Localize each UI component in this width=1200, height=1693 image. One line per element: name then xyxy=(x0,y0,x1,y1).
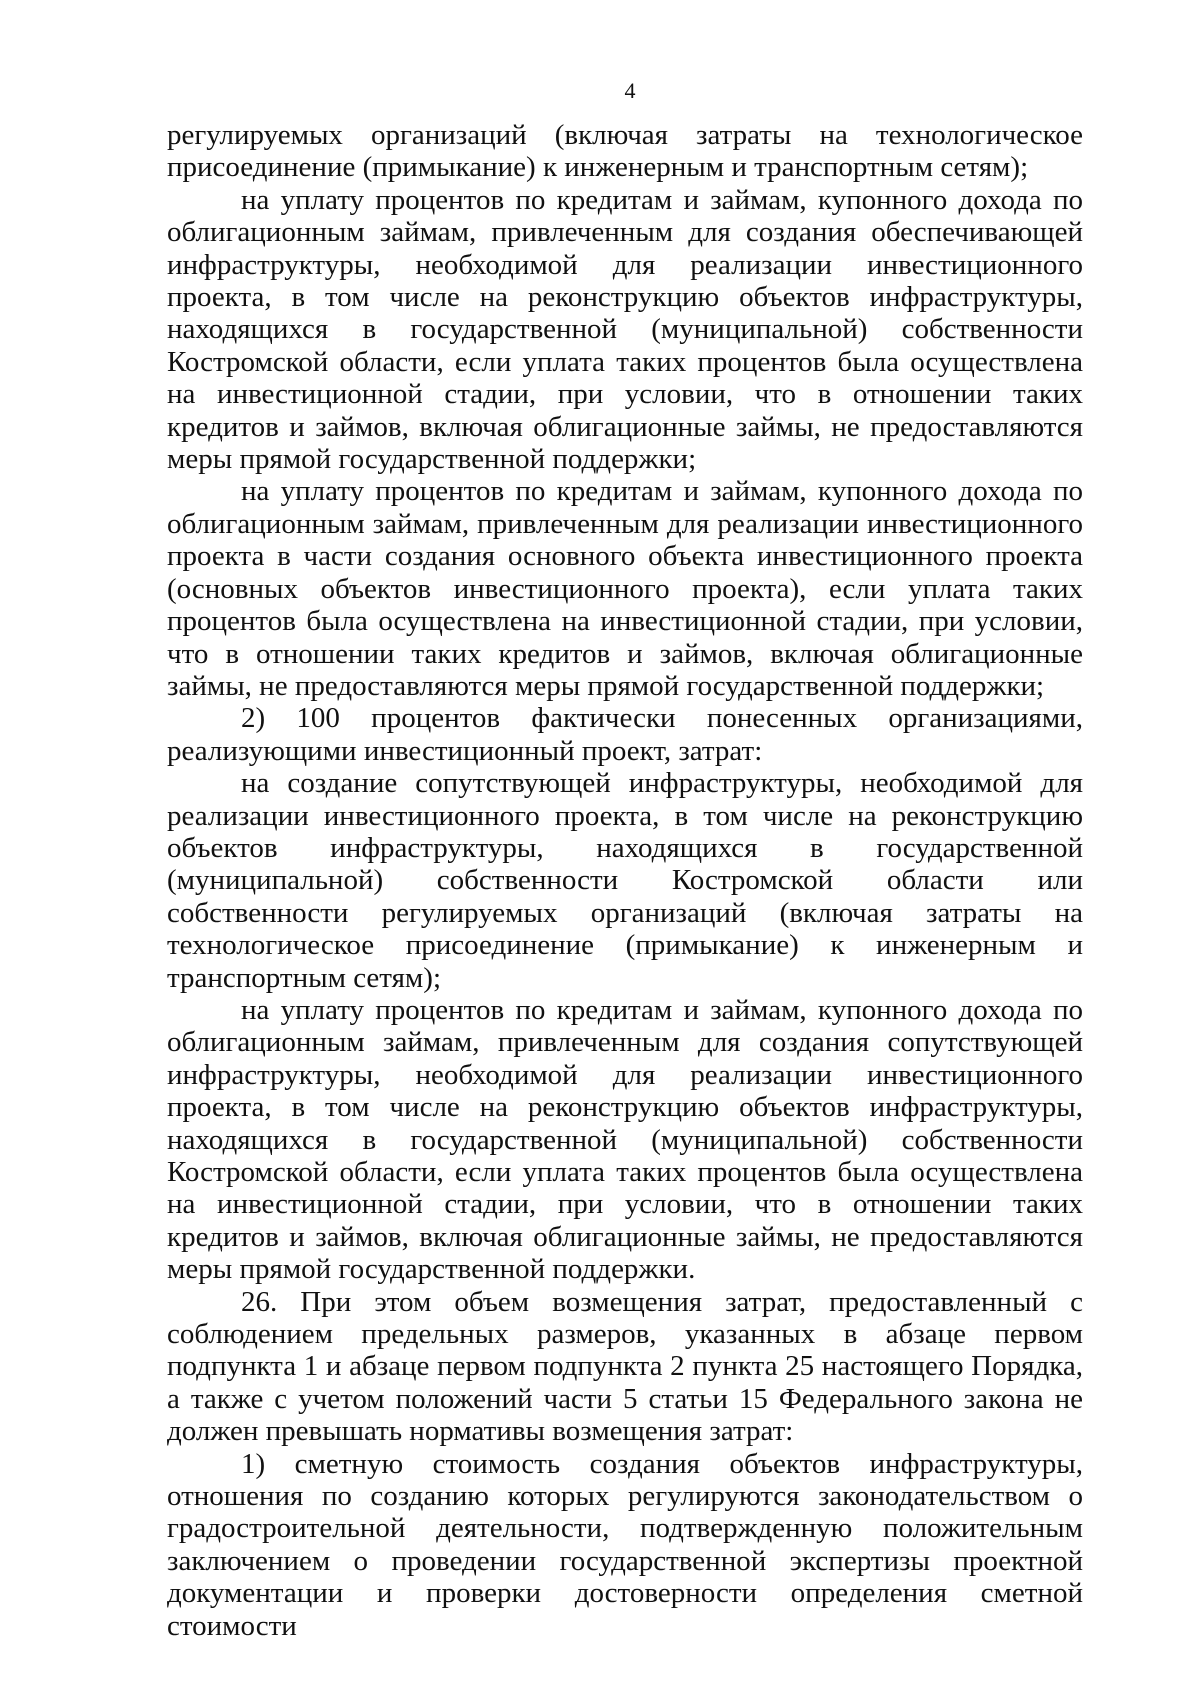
paragraph-clause-26: 26. При этом объем возмещения затрат, предоставленный с соблюдением предельных размеров, указанных в абзаце первом подпункта 1 и абзаце первом подпункта 2 пункта 25 настоящего Порядка, а также с учетом положений части 5 статьи 15 Федерального закона не должен превышать нормативы возмещения затрат: xyxy=(167,1285,1083,1448)
paragraph-accompanying-infrastructure: на создание сопутствующей инфраструктуры, необходимой для реализации инвестиционного проекта, в том числе на реконструкцию объектов инфраструктуры, находящихся в государственной (муниципальной) собственности Костромской области или собственности регулируемых организаций (включая затраты на технологическое присоединение (примыкание) к инженерным и транспортным сетям); xyxy=(167,767,1083,994)
document-body xyxy=(167,119,1083,1642)
paragraph-interest-main-object: на уплату процентов по кредитам и займам, купонного дохода по облигационным займам, привлеченным для реализации инвестиционного проекта в части создания основного объекта инвестиционного проекта (основных объектов инвестиционного проекта), если уплата таких процентов была осуществлена на инвестиционной стадии, при условии, что в отношении таких кредитов и займов, включая облигационные займы, не предоставляются меры прямой государственной поддержки; xyxy=(167,475,1083,702)
paragraph-item-2: 2) 100 процентов фактически понесенных организациями, реализующими инвестиционный проект, затрат: xyxy=(167,702,1083,767)
paragraph-interest-provisioning-infrastructure: на уплату процентов по кредитам и займам, купонного дохода по облигационным займам, привлеченным для создания обеспечивающей инфраструктуры, необходимой для реализации инвестиционного проекта, в том числе на реконструкцию объектов инфраструктуры, находящихся в государственной (муниципальной) собственности Костромской области, если уплата таких процентов была осуществлена на инвестиционной стадии, при условии, что в отношении таких кредитов и займов, включая облигационные займы, не предоставляются меры прямой государственной поддержки; xyxy=(167,183,1083,476)
paragraph-interest-accompanying-infrastructure: на уплату процентов по кредитам и займам, купонного дохода по облигационным займам, привлеченным для создания сопутствующей инфраструктуры, необходимой для реализации инвестиционного проекта, в том числе на реконструкцию объектов инфраструктуры, находящихся в государственной (муниципальной) собственности Костромской области, если уплата таких процентов была осуществлена на инвестиционной стадии, при условии, что в отношении таких кредитов и займов, включая облигационные займы, не предоставляются меры прямой государственной поддержки. xyxy=(167,993,1083,1286)
paragraph-continuation: регулируемых организаций (включая затраты на технологическое присоединение (примыкание) к инженерным и транспортным сетям); xyxy=(167,119,1083,184)
page-number: 4 xyxy=(624,78,636,103)
paragraph-clause-26-item-1: 1) сметную стоимость создания объектов инфраструктуры, отношения по созданию которых регулируются законодательством о градостроительной деятельности, подтвержденную положительным заключением о проведении государственной экспертизы проектной документации и проверки достоверности определения сметной стоимости xyxy=(167,1447,1083,1642)
